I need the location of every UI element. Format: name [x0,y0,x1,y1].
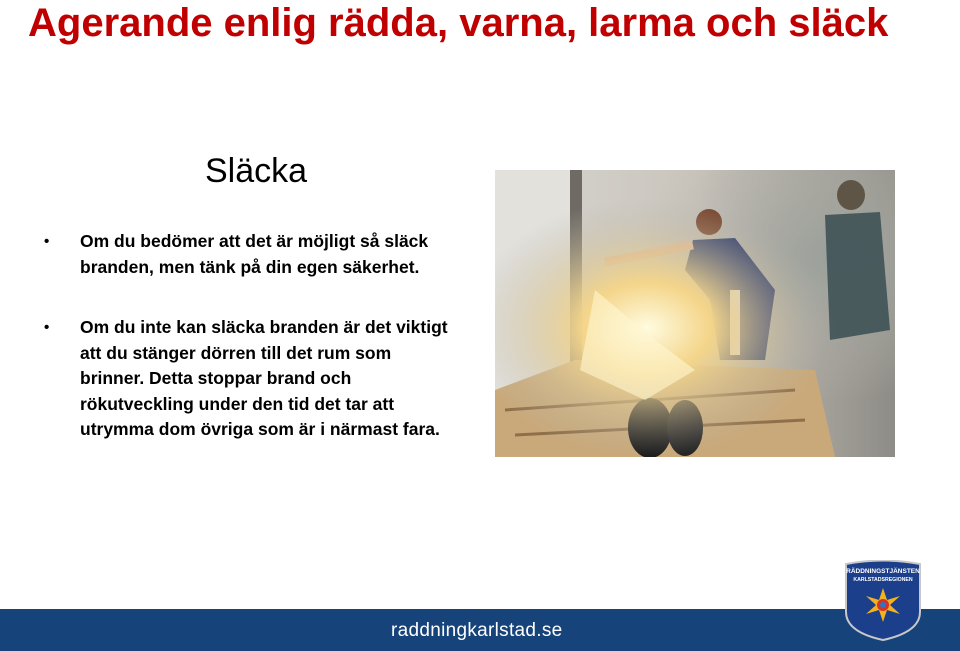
slide-title: Agerande enlig rädda, varna, larma och släck [28,1,889,45]
bullet-dot: • [44,233,50,250]
bullet-dot: • [44,319,50,336]
footer-website-link[interactable]: raddningkarlstad.se [391,620,563,641]
fire-extinguishing-photo [495,170,895,457]
logo-shield-icon [843,560,923,642]
bullet-text-2: Om du inte kan släcka branden är det viktigt att du stänger dörren till det rum som brinner. Detta stoppar brand och rökutveckling under den tid det tar att utrymma dom övriga som är i närmast fara. [80,317,448,439]
svg-text:RÄDDNINGSTJÄNSTEN: RÄDDNINGSTJÄNSTEN [846,568,920,575]
bullet-text-1: Om du bedömer att det är möjligt så släck branden, men tänk på din egen säkerhet. [80,231,429,277]
raddningstjansten-logo [843,560,923,642]
section-heading: Släcka [205,152,308,190]
photo-illustration [495,170,895,457]
svg-text:KARLSTADSREGIONEN: KARLSTADSREGIONEN [853,577,913,583]
